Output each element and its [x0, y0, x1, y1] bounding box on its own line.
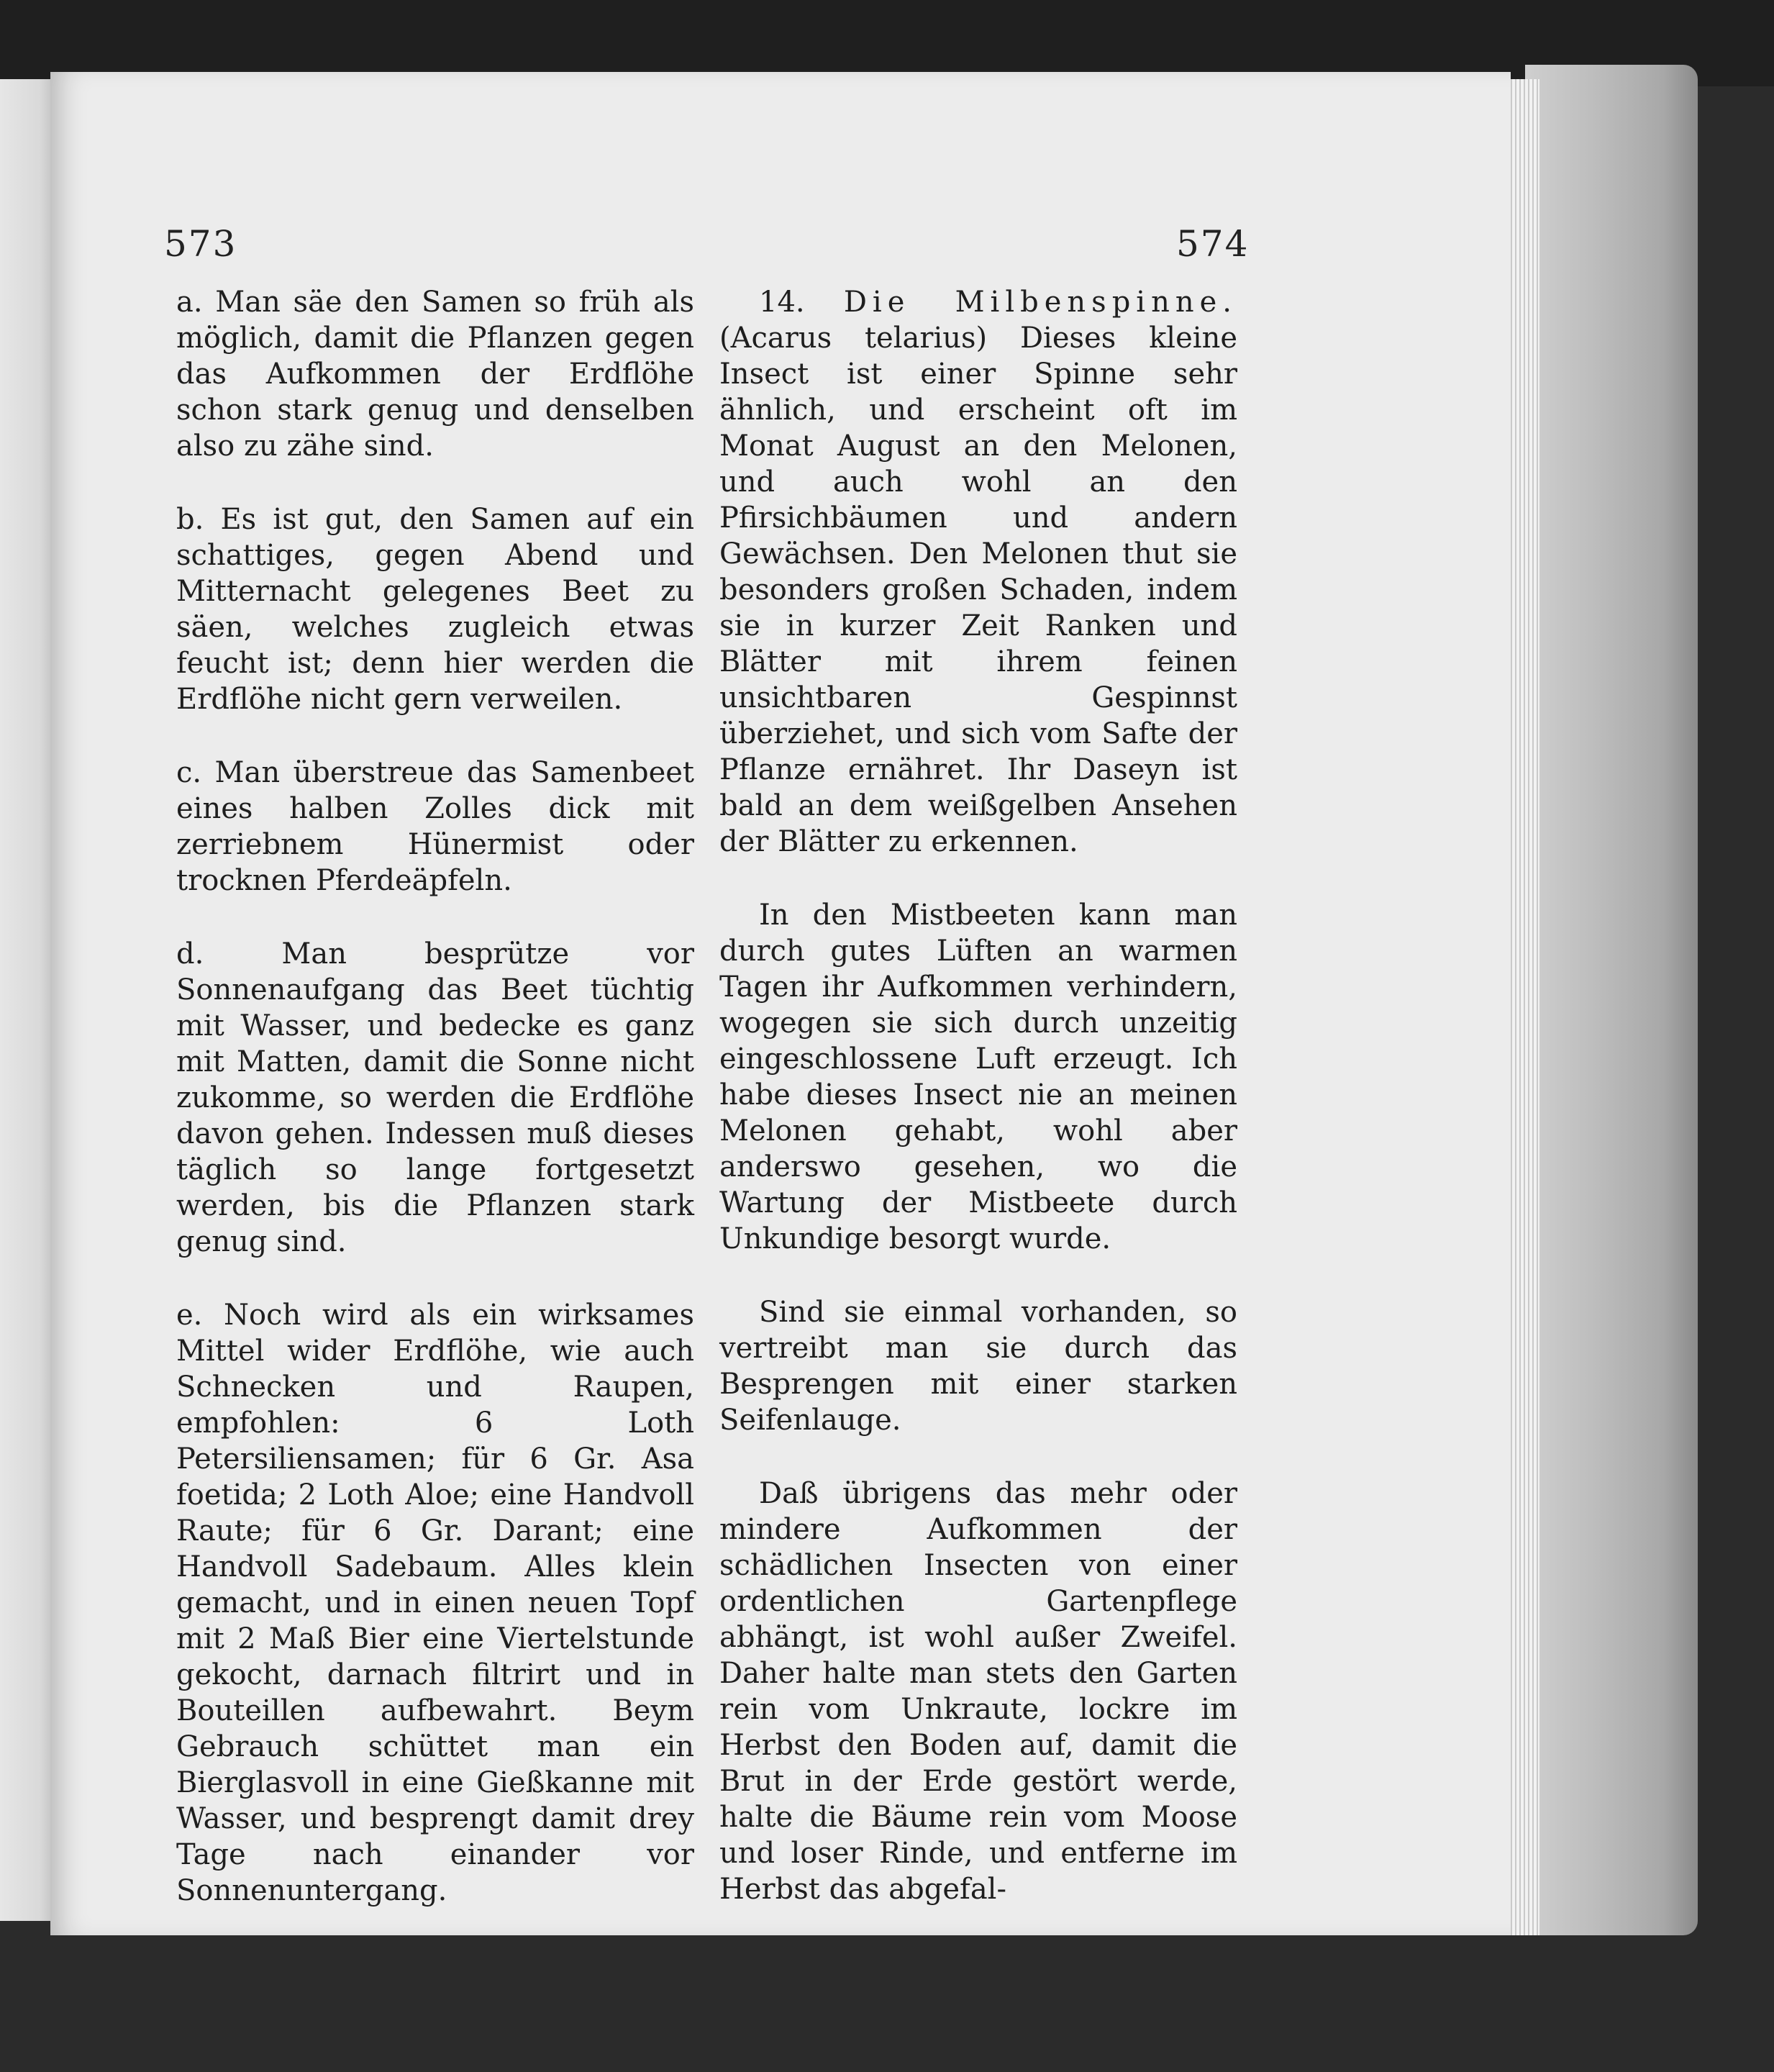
right-column [719, 284, 1237, 1945]
section-body: (Acarus telarius) Dieses kleine Insect ist einer Spinne sehr ähnlich, und erscheint oft im Monat August an den Melonen, und auch wohl an den Pfirsichbäumen und andern Gewächsen. Den Melonen thut sie besonders großen Schaden, indem sie in kurzer Zeit Ranken und Blätter mit ihrem feinen unsichtbaren Gespinnst überziehet, und sich vom Safte der Pflanze ernähret. Ihr Daseyn ist bald an dem weißgelben Ansehen der Blätter zu erkennen. [719, 322, 1237, 858]
page-number-left: 573 [164, 223, 237, 265]
left-column [176, 284, 694, 1946]
paragraph-a: a. Man säe den Samen so früh als möglich, damit die Pflanzen gegen das Aufkommen der Erdflöhe schon stark genug und denselben also zu zähe sind. [176, 286, 694, 463]
section-14-paragraph [719, 284, 1237, 860]
paragraph-c: c. Man überstreue das Samenbeet eines halben Zolles dick mit zerriebnem Hünermist oder trocknen Pferdeäpfeln. [176, 756, 694, 897]
paragraph-gartenpflege: Daß übrigens das mehr oder mindere Aufkommen der schädlichen Insecten von einer ordentlichen Gartenpflege abhängt, ist wohl außer Zweifel. Daher halte man stets den Garten rein vom Unkraute, lockre im Herbst den Boden auf, damit die Brut in der Erde gestört werde, halte die Bäume rein vom Moose und loser Rinde, und entferne im Herbst das abgefal- [719, 1477, 1237, 1906]
book-cover-edge [1525, 65, 1698, 1935]
paragraph-seifenlauge: Sind sie einmal vorhanden, so vertreibt man sie durch das Besprengen mit einer starken Seifenlauge. [719, 1296, 1237, 1437]
paragraph-mistbeete: In den Mistbeeten kann man durch gutes Lüften an warmen Tagen ihr Aufkommen verhindern, wogegen sie sich durch unzeitig eingeschlossene Luft erzeugt. Ich habe dieses Insect nie an meinen Melonen gehabt, wohl aber anderswo gesehen, wo die Wartung der Mistbeete durch Unkundige besorgt wurde. [719, 899, 1237, 1255]
section-number: 14. [759, 286, 805, 319]
paragraph-d: d. Man besprütze vor Sonnenaufgang das Beet tüchtig mit Wasser, und bedecke es ganz mit Matten, damit die Sonne nicht zukomme, so werden die Erdflöhe davon gehen. Indessen muß dieses täglich so lange fortgesetzt werden, bis die Pflanzen stark genug sind. [176, 937, 694, 1258]
paragraph-e: e. Noch wird als ein wirksames Mittel wider Erdflöhe, wie auch Schnecken und Raupen, empfohlen: 6 Loth Petersiliensamen; für 6 Gr. Asa foetida; 2 Loth Aloe; eine Handvoll Raute; für 6 Gr. Darant; eine Handvoll Sadebaum. Alles klein gemacht, und in einen neuen Topf mit 2 Maß Bier eine Viertelstunde gekocht, darnach filtrirt und in Bouteillen aufbewahrt. Beym Gebrauch schüttet man ein Bierglasvoll in eine Gießkanne mit Wasser, und besprengt damit drey Tage nach einander vor Sonnenuntergang. [176, 1299, 694, 1907]
section-heading: Die Milbenspinne. [843, 286, 1238, 319]
page-number-right: 574 [1176, 223, 1250, 265]
paragraph-b: b. Es ist gut, den Samen auf ein schattiges, gegen Abend und Mitternacht gelegenes Beet zu säen, welches zugleich etwas feucht ist; denn hier werden die Erdflöhe nicht gern verweilen. [176, 503, 694, 716]
